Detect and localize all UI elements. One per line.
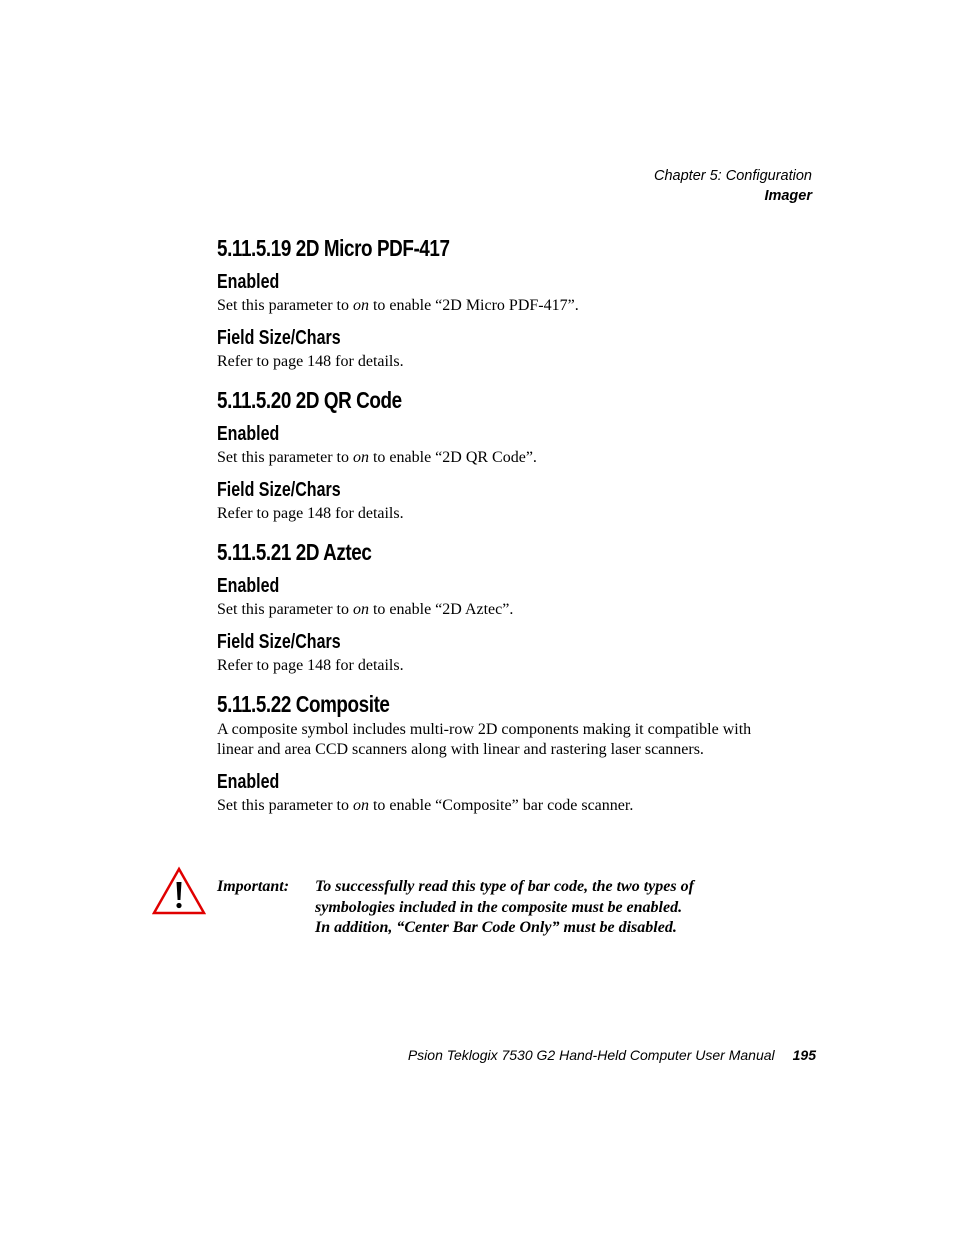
section-heading-qr-code: 5.11.5.20 2D QR Code [217,387,402,413]
enabled-description: Set this parameter to on to enable “Composite” bar code scanner. [217,797,634,814]
important-note [152,866,772,946]
section-heading-micro-pdf417: 5.11.5.19 2D Micro PDF-417 [217,235,450,261]
manual-title: Psion Teklogix 7530 G2 Hand-Held Computer User Manual [407,1047,775,1063]
field-size-description: Refer to page 148 for details. [217,353,404,370]
section-title: Imager [764,188,812,204]
running-head [654,166,812,206]
important-line-2: symbologies included in the composite must be enabled. [315,898,683,916]
enabled-description: Set this parameter to on to enable “2D Aztec”. [217,601,514,618]
chapter-title: Chapter 5: Configuration [654,168,812,184]
subheading-enabled: Enabled [217,771,280,793]
composite-intro-line-2: linear and area CCD scanners along with linear and rastering laser scanners. [217,741,704,758]
field-size-description: Refer to page 148 for details. [217,657,404,674]
subheading-enabled: Enabled [217,271,280,293]
warning-triangle-icon [152,866,206,916]
section-heading-aztec: 5.11.5.21 2D Aztec [217,539,372,565]
subheading-enabled: Enabled [217,423,280,445]
important-line-3: In addition, “Center Bar Code Only” must be disabled. [315,919,677,936]
enabled-description: Set this parameter to on to enable “2D QR Code”. [217,449,537,466]
page-number: 195 [792,1047,816,1063]
important-text [315,877,765,939]
important-label: Important: [217,878,290,895]
subheading-enabled: Enabled [217,575,280,597]
subheading-field-size: Field Size/Chars [217,327,341,349]
page-footer [408,1047,816,1063]
page-content [217,232,817,816]
important-line-1: To successfully read this type of bar code, the two types of [315,878,694,895]
subheading-field-size: Field Size/Chars [217,479,341,501]
enabled-description: Set this parameter to on to enable “2D Micro PDF-417”. [217,297,579,314]
section-heading-composite: 5.11.5.22 Composite [217,691,390,717]
composite-intro-line-1: A composite symbol includes multi-row 2D components making it compatible with [217,721,752,738]
field-size-description: Refer to page 148 for details. [217,505,404,522]
subheading-field-size: Field Size/Chars [217,631,341,653]
